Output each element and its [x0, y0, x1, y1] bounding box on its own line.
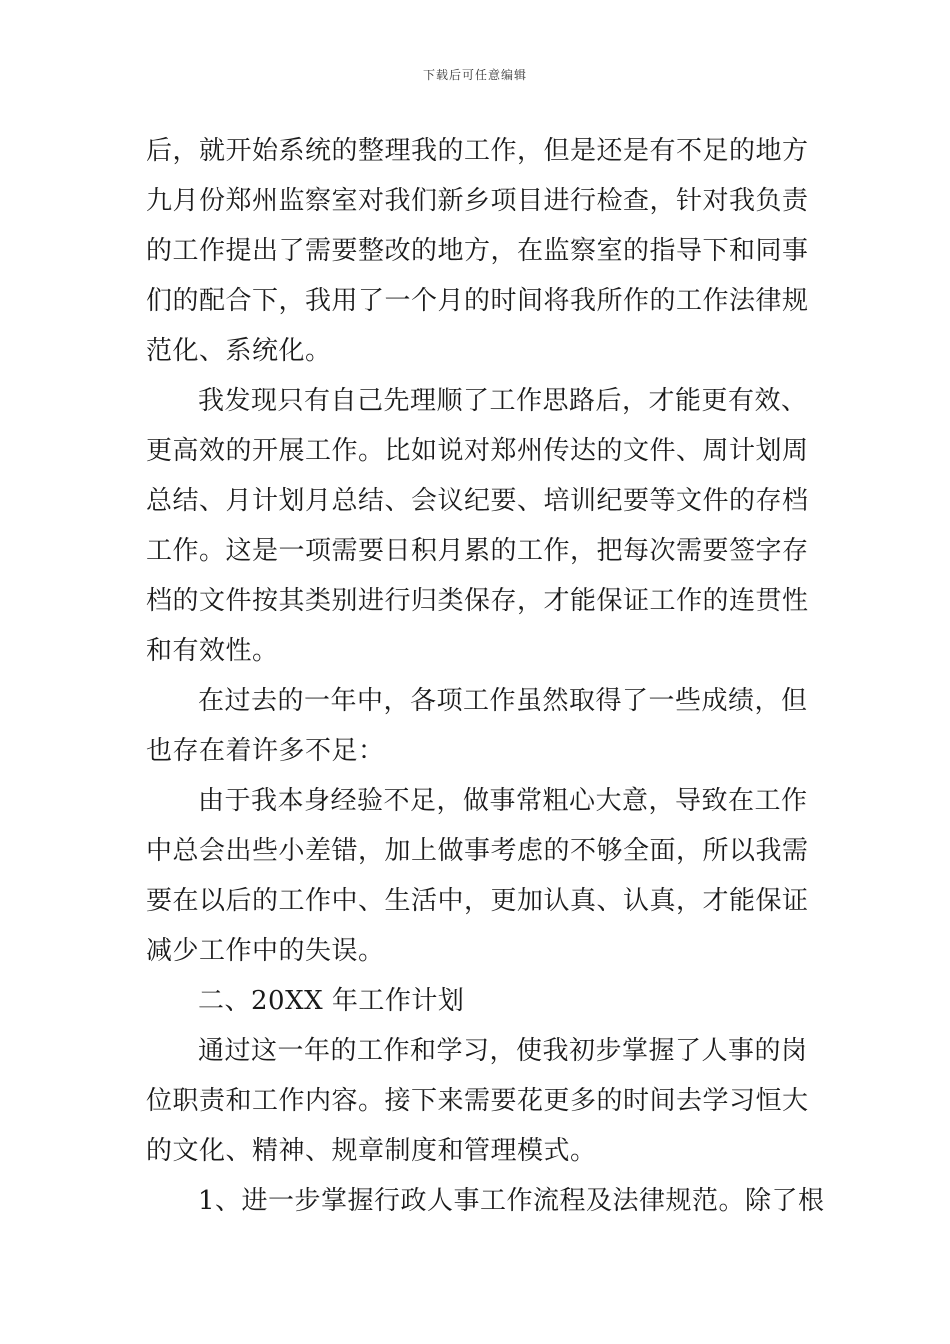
text-line: 后，就开始系统的整理我的工作，但是还是有不足的地方	[146, 136, 809, 166]
paragraph-start: 1、进一步掌握行政人事工作流程及法律规范。除了根	[198, 1186, 825, 1216]
text-line: 的文化、精神、规章制度和管理模式。	[146, 1136, 597, 1166]
text-line: 档的文件按其类别进行归类保存，才能保证工作的连贯性	[146, 586, 809, 616]
text-line: 工作。这是一项需要日积月累的工作，把每次需要签字存	[146, 536, 809, 566]
paragraph-start: 通过这一年的工作和学习，使我初步掌握了人事的岗	[198, 1036, 808, 1066]
text-line: 也存在着许多不足：	[146, 736, 385, 766]
text-line: 和有效性。	[146, 636, 279, 666]
text-line: 范化、系统化。	[146, 336, 332, 366]
text-line: 减少工作中的失误。	[146, 936, 385, 966]
section-heading: 二、20XX 年工作计划	[198, 986, 465, 1016]
text-line: 的工作提出了需要整改的地方，在监察室的指导下和同事	[146, 236, 809, 266]
paragraph-start: 我发现只有自己先理顺了工作思路后，才能更有效、	[198, 386, 808, 416]
page-header: 下载后可任意编辑	[422, 68, 527, 82]
text-line: 总结、月计划月总结、会议纪要、培训纪要等文件的存档	[146, 486, 809, 516]
text-line: 九月份郑州监察室对我们新乡项目进行检查，针对我负责	[146, 186, 809, 216]
text-line: 中总会出些小差错，加上做事考虑的不够全面，所以我需	[146, 836, 809, 866]
paragraph-start: 在过去的一年中，各项工作虽然取得了一些成绩，但	[198, 686, 808, 716]
document-body	[146, 126, 825, 1226]
paragraph-start: 由于我本身经验不足，做事常粗心大意，导致在工作	[198, 786, 808, 816]
text-line: 们的配合下，我用了一个月的时间将我所作的工作法律规	[146, 286, 809, 316]
text-line: 要在以后的工作中、生活中，更加认真、认真，才能保证	[146, 886, 809, 916]
text-line: 位职责和工作内容。接下来需要花更多的时间去学习恒大	[146, 1086, 809, 1116]
text-line: 更高效的开展工作。比如说对郑州传达的文件、周计划周	[146, 436, 809, 466]
